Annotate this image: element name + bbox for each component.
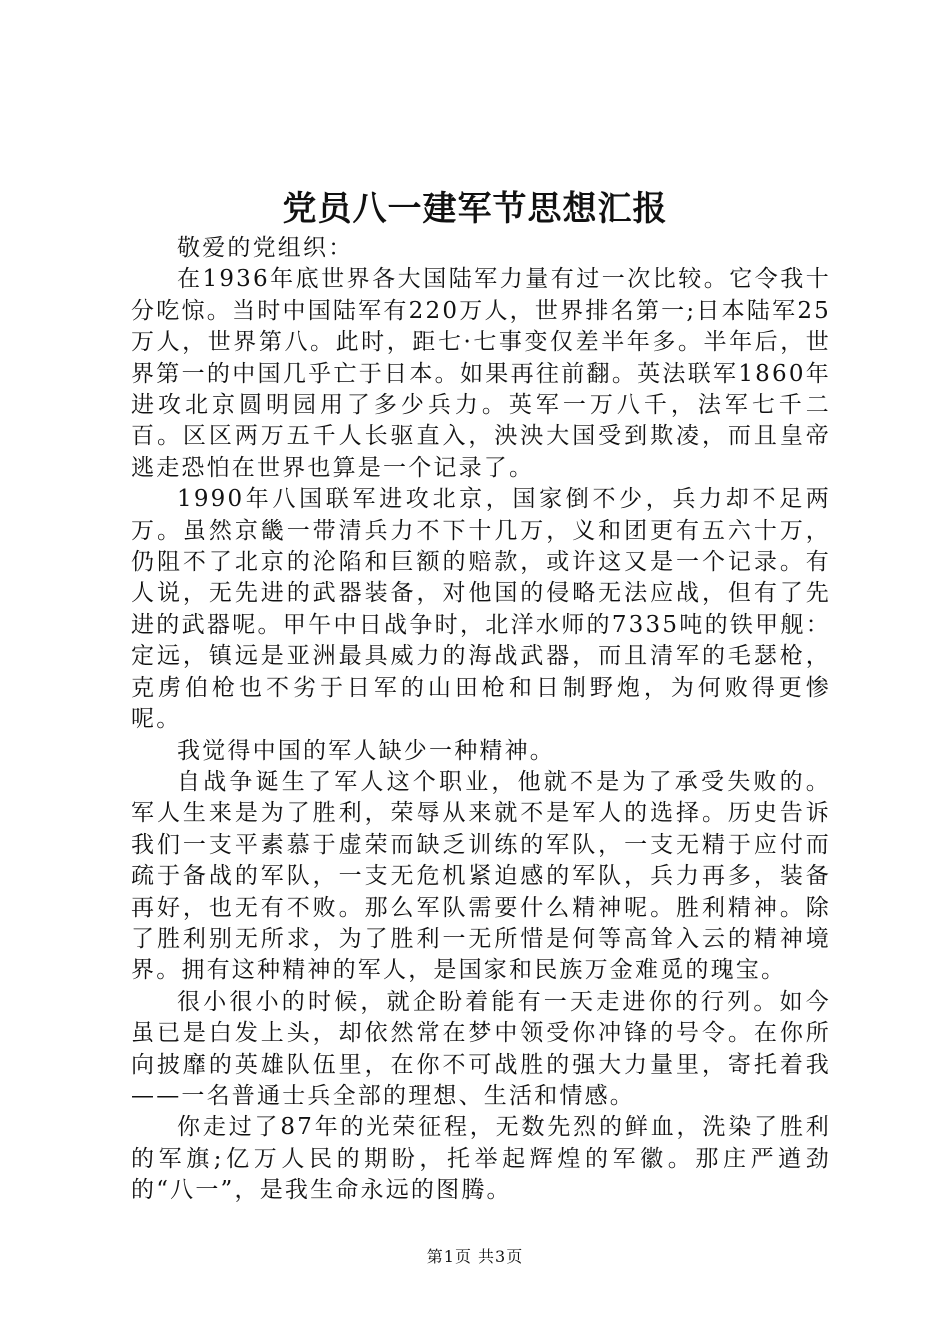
- page-number-footer: 第1页 共3页: [426, 1247, 524, 1266]
- paragraph-2: 1990年八国联军进攻北京，国家倒不少，兵力却不足两万。虽然京畿一带清兵力不下十几万，义和团更有五六十万，仍阻不了北京的沦陷和巨额的赔款，或许这又是一个记录。有人说，无先进的武器装备，对他国的侵略无法应战，但有了先进的武器呢。甲午中日战争时，北洋水师的7335吨的铁甲舰：定远，镇远是亚洲最具威力的海战武器，而且清军的毛瑟枪，克虏伯枪也不劣于日军的山田枪和日制野炮，为何败得更惨呢。: [131, 486, 831, 733]
- paragraph-6: 你走过了87年的光荣征程，无数先烈的鲜血，洗染了胜利的军旗;亿万人民的期盼，托举起辉煌的军徽。那庄严遒劲的“八一”，是我生命永远的图腾。: [131, 1114, 831, 1204]
- paragraph-1: 在1936年底世界各大国陆军力量有过一次比较。它令我十分吃惊。当时中国陆军有220万人，世界排名第一;日本陆军25万人，世界第八。此时，距七·七事变仅差半年多。半年后，世界第一的中国几乎亡于日本。如果再往前翻。英法联军1860年进攻北京圆明园用了多少兵力。英军一万八千，法军七千二百。区区两万五千人长驱直入，泱泱大国受到欺凌，而且皇帝逃走恐怕在世界也算是一个记录了。: [131, 266, 831, 481]
- paragraph-5: 很小很小的时候，就企盼着能有一天走进你的行列。如今虽已是白发上头，却依然常在梦中领受你冲锋的号令。在你所向披靡的英雄队伍里，在你不可战胜的强大力量里，寄托着我——一名普通士兵全部的理想、生活和情感。: [131, 988, 831, 1109]
- paragraph-4: 自战争诞生了军人这个职业，他就不是为了承受失败的。军人生来是为了胜利，荣辱从来就不是军人的选择。历史告诉我们一支平素慕于虚荣而缺乏训练的军队，一支无精于应付而疏于备战的军队，一支无危机紧迫感的军队，兵力再多，装备再好，也无有不败。那么军队需要什么精神呢。胜利精神。除了胜利别无所求，为了胜利一无所惜是何等高耸入云的精神境界。拥有这种精神的军人，是国家和民族万金难觅的瑰宝。: [131, 768, 831, 984]
- paragraph-3: 我觉得中国的军人缺少一种精神。: [177, 737, 555, 764]
- salutation: 敬爱的党组织：: [177, 235, 354, 261]
- document-body: [131, 233, 831, 1207]
- document-title: 党员八一建军节思想汇报: [282, 189, 668, 229]
